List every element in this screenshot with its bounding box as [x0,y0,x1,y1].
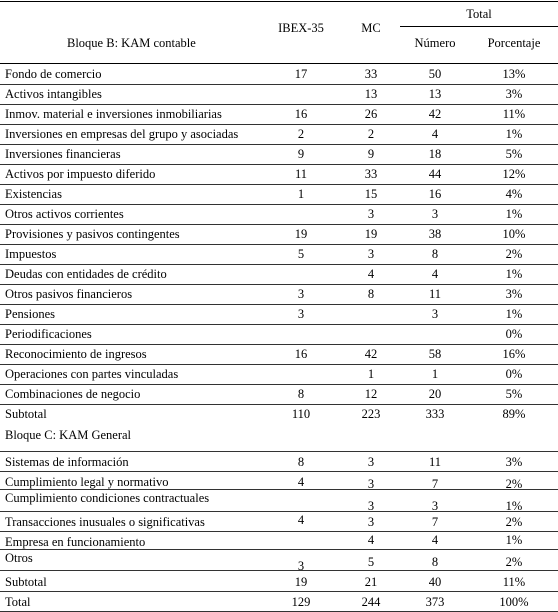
row-porcentaje-value: 2% [505,555,523,569]
row-porcentaje-value: 12% [502,167,526,181]
row-divider [0,451,558,452]
row-divider [0,144,558,145]
row-numero-value: 20 [428,387,442,401]
row-porcentaje-value: 0% [505,327,523,341]
row-label: Inmov. material e inversiones inmobiliarias [5,107,222,121]
row-numero-value: 11 [428,455,442,469]
row-porcentaje-value: 11% [502,575,526,589]
row-porcentaje-value: 3% [505,287,523,301]
row-label: Operaciones con partes vinculadas [5,367,179,381]
row-mc-value: 9 [367,147,375,161]
row-divider [0,570,558,571]
row-label: Provisiones y pasivos contingentes [5,227,180,241]
header-total: Total [466,7,492,21]
row-label: Otros activos corrientes [5,207,124,221]
row-divider [0,184,558,185]
row-numero-value: 4 [431,533,439,547]
row-numero-value: 4 [431,267,439,281]
row-numero-value: 38 [428,227,442,241]
row-porcentaje-value: 10% [502,227,526,241]
row-divider [0,284,558,285]
row-label: Pensiones [5,307,55,321]
row-ibex-value: 4 [297,475,305,489]
row-label: Periodificaciones [5,327,92,341]
row-divider [0,591,558,592]
header-mc: MC [361,21,381,35]
row-numero-value: 13 [428,87,442,101]
row-ibex-value: 19 [294,575,308,589]
block-c-title: Bloque C: KAM General [5,428,132,442]
row-porcentaje-value: 100% [499,595,529,609]
row-mc-value: 8 [367,287,375,301]
row-porcentaje-value: 3% [505,87,523,101]
row-porcentaje-value: 2% [505,247,523,261]
row-numero-value: 42 [428,107,442,121]
row-divider [0,104,558,105]
row-porcentaje-value: 1% [505,307,523,321]
row-label: Existencias [5,187,62,201]
row-numero-value: 50 [428,67,442,81]
row-numero-value: 1 [431,367,439,381]
row-ibex-value: 4 [297,513,305,527]
row-divider [0,204,558,205]
row-mc-value: 3 [367,515,375,529]
row-porcentaje-value: 5% [505,147,523,161]
row-mc-value: 5 [367,555,375,569]
row-divider [0,344,558,345]
row-numero-value: 11 [428,287,442,301]
row-ibex-value: 1 [297,187,305,201]
row-ibex-value: 17 [294,67,308,81]
row-numero-value: 3 [431,207,439,221]
row-divider [0,489,558,490]
row-porcentaje-value: 13% [502,67,526,81]
row-porcentaje-value: 89% [502,407,526,421]
row-label: Activos intangibles [5,87,102,101]
row-ibex-value: 129 [291,595,311,609]
row-mc-value: 3 [367,477,375,491]
row-numero-value: 44 [428,167,442,181]
row-label: Cumplimiento legal y normativo [5,475,169,489]
row-divider [0,164,558,165]
row-label: Total [5,595,31,609]
row-mc-value: 15 [364,187,378,201]
row-divider [0,531,558,532]
row-divider [0,364,558,365]
row-ibex-value: 16 [294,107,308,121]
row-numero-value: 16 [428,187,442,201]
row-divider [0,404,558,405]
table-top-rule [0,1,558,2]
row-mc-value: 33 [364,67,378,81]
row-ibex-value: 11 [294,167,308,181]
row-ibex-value: 3 [297,287,305,301]
row-label: Subtotal [5,407,47,421]
row-mc-value: 2 [367,127,375,141]
row-porcentaje-value: 0% [505,367,523,381]
row-divider [0,384,558,385]
row-mc-value: 3 [367,455,375,469]
row-divider [0,124,558,125]
row-label: Sistemas de información [5,455,129,469]
row-porcentaje-value: 1% [505,207,523,221]
row-porcentaje-value: 11% [502,107,526,121]
header-ibex: IBEX-35 [278,21,324,35]
row-numero-value: 8 [431,247,439,261]
row-ibex-value: 19 [294,227,308,241]
row-porcentaje-value: 1% [505,533,523,547]
row-porcentaje-value: 2% [505,515,523,529]
row-divider [0,244,558,245]
row-mc-value: 26 [364,107,378,121]
row-porcentaje-value: 3% [505,455,523,469]
row-mc-value: 244 [361,595,381,609]
row-label: Inversiones en empresas del grupo y asociadas [5,127,239,141]
row-numero-value: 373 [425,595,445,609]
row-mc-value: 1 [367,367,375,381]
row-divider [0,264,558,265]
row-mc-value: 3 [367,499,375,513]
row-mc-value: 21 [364,575,378,589]
row-divider [0,471,558,472]
row-label: Combinaciones de negocio [5,387,141,401]
row-ibex-value: 2 [297,127,305,141]
row-label: Reconocimiento de ingresos [5,347,147,361]
row-numero-value: 40 [428,575,442,589]
row-mc-value: 19 [364,227,378,241]
row-divider [0,224,558,225]
row-label: Otros [5,551,33,565]
row-label: Fondo de comercio [5,67,102,81]
row-label: Transacciones inusuales o significativas [5,515,205,529]
row-divider [0,511,558,512]
row-numero-value: 4 [431,127,439,141]
row-label: Cumplimiento condiciones contractuales [5,491,210,505]
row-ibex-value: 16 [294,347,308,361]
row-label: Activos por impuesto diferido [5,167,156,181]
row-mc-value: 42 [364,347,378,361]
row-numero-value: 58 [428,347,442,361]
row-divider [0,84,558,85]
row-mc-value: 223 [361,407,381,421]
header-bottom-rule [0,63,558,64]
row-porcentaje-value: 2% [505,477,523,491]
row-porcentaje-value: 1% [505,267,523,281]
row-mc-value: 12 [364,387,378,401]
row-label: Subtotal [5,575,47,589]
row-divider [0,324,558,325]
row-ibex-value: 8 [297,387,305,401]
row-porcentaje-value: 4% [505,187,523,201]
row-label: Empresa en funcionamiento [5,535,146,549]
row-ibex-value: 3 [297,307,305,321]
row-numero-value: 333 [425,407,445,421]
row-ibex-value: 9 [297,147,305,161]
row-numero-value: 7 [431,477,439,491]
row-ibex-value: 110 [291,407,311,421]
row-ibex-value: 5 [297,247,305,261]
row-numero-value: 3 [431,307,439,321]
row-mc-value: 4 [367,267,375,281]
row-mc-value: 33 [364,167,378,181]
row-numero-value: 8 [431,555,439,569]
row-label: Deudas con entidades de crédito [5,267,167,281]
header-numero: Número [414,36,456,50]
row-label: Impuestos [5,247,57,261]
row-porcentaje-value: 1% [505,127,523,141]
row-label: Otros pasivos financieros [5,287,133,301]
row-ibex-value: 3 [297,559,305,573]
header-porcentaje: Porcentaje [487,36,541,50]
row-label: Inversiones financieras [5,147,121,161]
row-mc-value: 4 [367,533,375,547]
row-mc-value: 3 [367,207,375,221]
row-numero-value: 3 [431,499,439,513]
row-porcentaje-value: 5% [505,387,523,401]
header-block-label: Bloque B: KAM contable [67,36,196,50]
row-numero-value: 7 [431,515,439,529]
row-porcentaje-value: 16% [502,347,526,361]
row-porcentaje-value: 1% [505,499,523,513]
row-mc-value: 3 [367,247,375,261]
row-divider [0,549,558,550]
total-group-rule [400,26,558,27]
row-numero-value: 18 [428,147,442,161]
row-ibex-value: 8 [297,455,305,469]
row-divider [0,304,558,305]
row-mc-value: 13 [364,87,378,101]
